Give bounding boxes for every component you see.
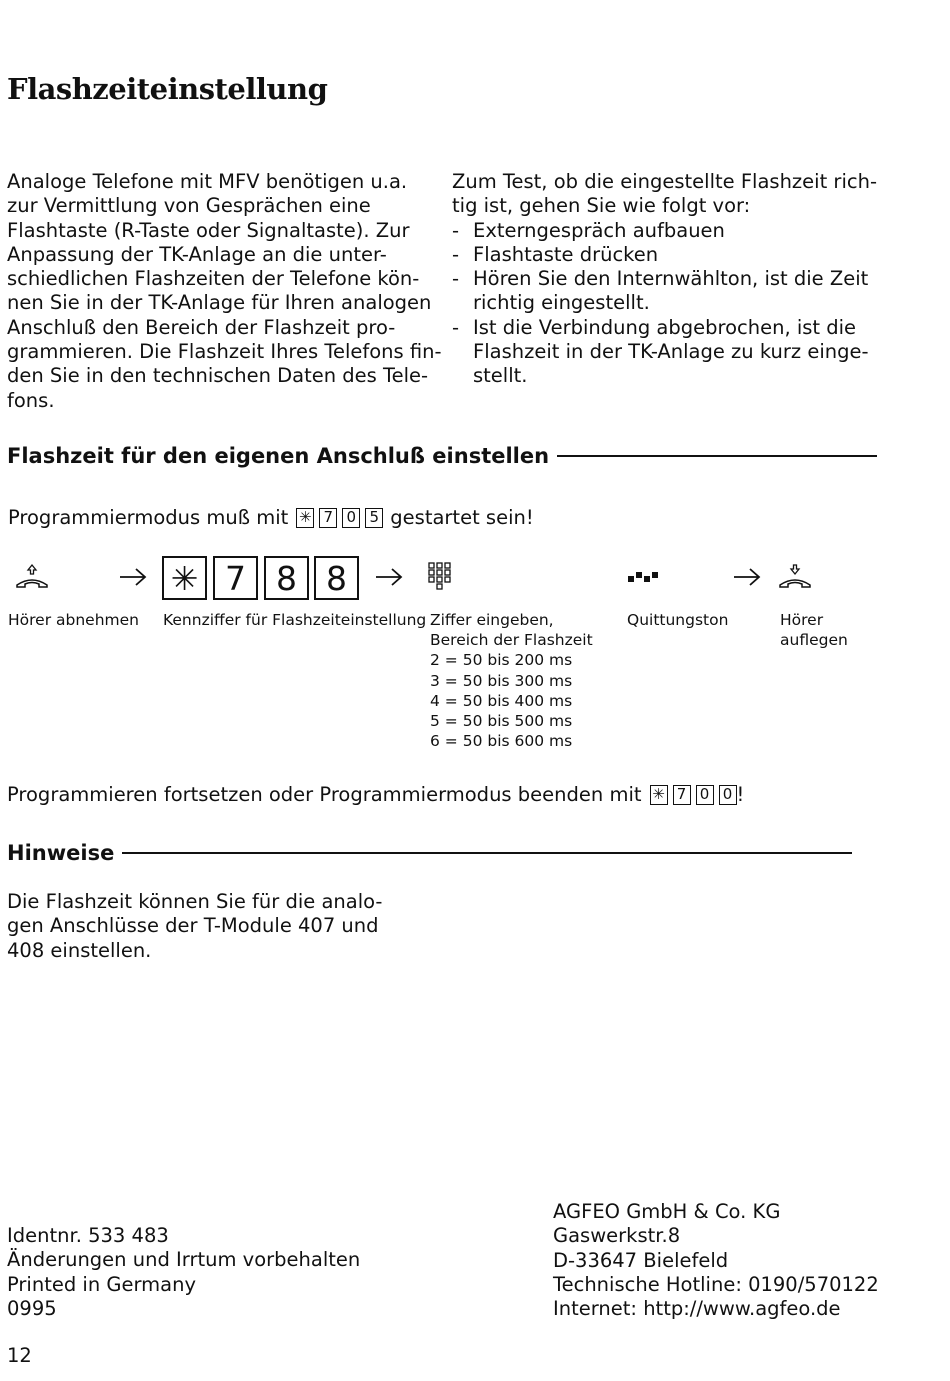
heading-rule	[122, 852, 852, 854]
handset-hangup-icon	[777, 563, 813, 591]
key-digit: 5	[365, 508, 383, 528]
key-digit: 7	[673, 785, 691, 805]
test-step	[452, 243, 872, 267]
text-line: grammieren. Die Flashzeit Ihres Telefons fin-	[7, 340, 442, 364]
prereq-text-after: gestartet sein!	[390, 506, 534, 529]
text-line: Die Flashzeit können Sie für die analo-	[7, 890, 383, 913]
step-text: Externgespräch aufbauen	[473, 218, 725, 242]
text-line: 4 = 50 bis 400 ms	[430, 691, 573, 710]
end-programming-line	[7, 783, 744, 806]
text-line: Zum Test, ob die eingestellte Flashzeit rich-	[452, 170, 877, 193]
key-digit: 0	[342, 508, 360, 528]
end-text-after: !	[736, 783, 745, 806]
label-digit-range	[430, 610, 593, 751]
keypad-icon	[428, 562, 452, 594]
key-digit: 8	[314, 556, 359, 600]
bullet-dash: -	[452, 242, 460, 266]
footer-left	[7, 1224, 360, 1321]
text-line: Anpassung der TK-Anlage an die unter-	[7, 242, 387, 266]
step-text: stellt.	[473, 364, 528, 388]
section-heading-notes	[7, 841, 852, 865]
text-line: Hörer	[780, 611, 824, 629]
identnr: Identnr. 533 483	[7, 1224, 169, 1247]
website: Internet: http://www.agfeo.de	[553, 1297, 841, 1321]
text-line: 408 einstellen.	[7, 938, 152, 962]
text-line: fons.	[7, 388, 55, 412]
print-date-code: 0995	[7, 1296, 57, 1320]
bullet-dash: -	[452, 315, 460, 339]
page-number: 12	[7, 1344, 32, 1367]
step-text: Hören Sie den Internwählton, ist die Zeit	[473, 267, 869, 291]
prereq-text: Programmiermodus muß mit	[8, 506, 289, 529]
key-digit: 7	[213, 556, 258, 600]
text-line: nen Sie in der TK-Anlage für Ihren analogen	[7, 291, 432, 315]
key-digit: 0	[719, 785, 737, 805]
section-heading-text: Flashzeit für den eigenen Anschluß einstellen	[7, 444, 550, 468]
label-lift-handset: Hörer abnehmen	[8, 611, 139, 629]
printed-in: Printed in Germany	[7, 1272, 197, 1296]
key-star: ✳	[162, 556, 207, 600]
section-heading-text: Hinweise	[7, 841, 115, 865]
prereq-line	[8, 506, 534, 529]
company-name: AGFEO GmbH & Co. KG	[553, 1200, 781, 1223]
label-hang-up	[780, 610, 848, 650]
street: Gaswerkstr.8	[553, 1224, 681, 1248]
label-code: Kennziffer für Flashzeiteinstellung	[163, 611, 427, 629]
label-confirm-tone: Quittungston	[627, 611, 729, 629]
city: D-33647 Bielefeld	[553, 1248, 729, 1272]
arrow-right-icon	[374, 566, 404, 588]
text-line: Flashtaste (R-Taste oder Signaltaste). Zur	[7, 218, 410, 242]
key-digit: 8	[264, 556, 309, 600]
page-title: Flashzeiteinstellung	[7, 72, 328, 106]
step-text: richtig eingestellt.	[473, 291, 650, 315]
step-text: Ist die Verbindung abgebrochen, ist die	[473, 315, 857, 339]
bullet-dash: -	[452, 218, 460, 242]
text-line: auflegen	[780, 631, 848, 650]
section-heading-own-line	[7, 444, 877, 468]
text-line: 5 = 50 bis 500 ms	[430, 712, 573, 731]
text-line: gen Anschlüsse der T-Module 407 und	[7, 914, 379, 938]
handset-lift-icon	[14, 563, 50, 591]
text-line: schiedlichen Flashzeiten der Telefone kön-	[7, 267, 420, 291]
intro-left-column	[7, 170, 442, 413]
text-line: den Sie in den technischen Daten des Tele-	[7, 364, 429, 388]
arrow-right-icon	[118, 566, 148, 588]
text-line: 3 = 50 bis 300 ms	[430, 671, 573, 690]
step-text: Flashzeit in der TK-Anlage zu kurz einge-	[473, 340, 869, 364]
text-line: 2 = 50 bis 200 ms	[430, 651, 573, 670]
intro-right-column	[452, 170, 877, 389]
text-line: tig ist, gehen Sie wie folgt vor:	[452, 194, 751, 218]
hotline: Technische Hotline: 0190/570122	[553, 1272, 879, 1296]
test-step	[452, 267, 872, 316]
key-star: ✳	[650, 785, 668, 805]
test-step	[452, 316, 872, 389]
text-line: 6 = 50 bis 600 ms	[430, 732, 573, 751]
key-digit: 0	[696, 785, 714, 805]
text-line: Ziffer eingeben,	[430, 611, 554, 629]
key-star: ✳	[296, 508, 314, 528]
bullet-dash: -	[452, 267, 460, 291]
arrow-right-icon	[732, 566, 762, 588]
key-digit: 7	[319, 508, 337, 528]
step-text: Flashtaste drücken	[473, 242, 659, 266]
footer-right-address	[553, 1200, 879, 1321]
test-step	[452, 219, 872, 243]
text-line: Anschluß den Bereich der Flashzeit pro-	[7, 315, 396, 339]
disclaimer: Änderungen und Irrtum vorbehalten	[7, 1248, 361, 1272]
heading-rule	[557, 455, 877, 457]
notes-text	[7, 890, 382, 963]
text-line: zur Vermittlung von Gesprächen eine	[7, 194, 371, 218]
text-line: Bereich der Flashzeit	[430, 631, 593, 650]
text-line: Analoge Telefone mit MFV benötigen u.a.	[7, 170, 408, 193]
confirmation-tone-icon	[627, 569, 659, 585]
end-text: Programmieren fortsetzen oder Programmiermodus beenden mit	[7, 783, 642, 806]
